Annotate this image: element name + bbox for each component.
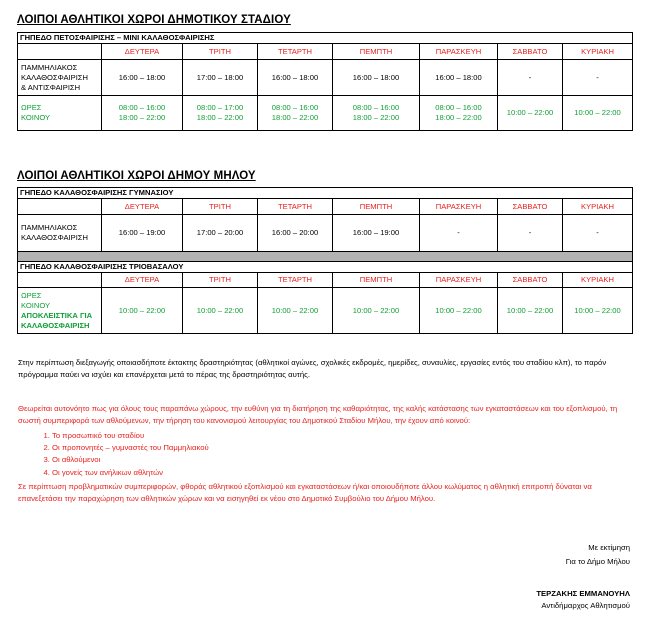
stadium-schedule-table	[17, 32, 633, 131]
schedule-cell: -	[563, 60, 633, 96]
schedule-cell: -	[420, 215, 498, 252]
list-item: 4. Οι γονείς των ανήλικων αθλητών	[52, 467, 209, 479]
row-label-line: ΚΑΛΑΘΟΣΦΑΙΡΙΣΗ	[21, 72, 88, 82]
schedule-cell: 10:00 – 22:00	[102, 288, 183, 334]
day-header: ΤΡΙΤΗ	[183, 44, 258, 60]
day-header: ΣΑΒΒΑΤΟ	[498, 273, 563, 288]
schedule-cell: 16:00 – 19:00	[102, 215, 183, 252]
schedule-cell-text: 08:00 – 16:00 18:00 – 22:00	[118, 103, 166, 122]
day-header: ΤΕΤΑΡΤΗ	[258, 273, 333, 288]
day-header: ΚΥΡΙΑΚΗ	[563, 273, 633, 288]
note-paragraph-responsibility: Θεωρείται αυτονόητο πως για όλους τους παραπάνω χώρους, την ευθύνη για τη διατήρηση της καθαριότητας, της καλής κατάστασης των εγκαταστάσεων και του εξοπλισμού, τη σωστή συμπεριφορά των αθλούμενων, την τήρηση του κανονισμού λειτουργίας του Δημοτικού Σταδίου Μήλου, την έχουν από κοινού:	[18, 404, 618, 425]
schedule-cell: -	[498, 215, 563, 252]
schedule-cell: 16:00 – 18:00	[102, 60, 183, 96]
schedule-cell: 17:00 – 18:00	[183, 60, 258, 96]
schedule-cell-text: 08:00 – 16:00 18:00 – 22:00	[435, 103, 482, 122]
day-header: ΔΕΥΤΕΡΑ	[102, 199, 183, 215]
schedule-cell: 10:00 – 22:00	[498, 96, 563, 131]
row-label-line: & ΑΝΤΙΣΦΑΙΡΙΣΗ	[21, 82, 81, 92]
schedule-cell-text: 08:00 – 16:00 18:00 – 22:00	[271, 103, 319, 122]
row-label-line: ΠΑΜΜΗΛΙΑΚΟΣ	[21, 223, 78, 232]
signature-greeting: Με εκτίμηση	[588, 543, 630, 552]
triovasalos-table-title: ΓΗΠΕΔΟ ΚΑΛΑΘΟΣΦΑΙΡΙΣΗΣ ΤΡΙΟΒΑΣΑΛΟΥ	[18, 262, 633, 273]
stadium-table-title: ΓΗΠΕΔΟ ΠΕΤΟΣΦΑΙΡΙΣΗΣ – ΜΙΝΙ ΚΑΛΑΘΟΣΦΑΙΡΙΣΗΣ	[18, 33, 633, 44]
schedule-cell	[183, 96, 258, 131]
row-label-line: ΚΑΛΑΘΟΣΦΑΙΡΙΣΗ	[21, 320, 90, 330]
row-label-line: ΩΡΕΣ	[21, 290, 42, 300]
day-header: ΤΡΙΤΗ	[183, 273, 258, 288]
signature-name: ΤΕΡΖΑΚΗΣ ΕΜΜΑΝΟΥΗΛ	[536, 589, 630, 598]
day-header: ΤΕΤΑΡΤΗ	[258, 199, 333, 215]
day-header: ΔΕΥΤΕΡΑ	[102, 273, 183, 288]
day-header: ΠΑΡΑΣΚΕΥΗ	[420, 273, 498, 288]
schedule-cell: 10:00 – 22:00	[183, 288, 258, 334]
header-blank	[18, 44, 102, 60]
schedule-cell: -	[563, 215, 633, 252]
header-blank	[18, 199, 102, 215]
schedule-cell	[420, 96, 498, 131]
section1-title: ΛΟΙΠΟΙ ΑΘΛΗΤΙΚΟΙ ΧΩΡΟΙ ΔΗΜΟΤΙΚΟΥ ΣΤΑΔΙΟΥ	[17, 14, 291, 26]
row-label-line: ΚΑΛΑΘΟΣΦΑΙΡΙΣΗ	[21, 233, 88, 242]
day-header: ΣΑΒΒΑΤΟ	[498, 199, 563, 215]
day-header: ΚΥΡΙΑΚΗ	[563, 44, 633, 60]
day-header: ΠΕΜΠΤΗ	[333, 44, 420, 60]
schedule-cell: 16:00 – 18:00	[333, 60, 420, 96]
row-label-line: ΑΠΟΚΛΕΙΣΤΙΚΑ ΓΙΑ	[21, 310, 93, 320]
schedule-cell: 10:00 – 22:00	[333, 288, 420, 334]
note-paragraph-misconduct: Σε περίπτωση προβληματικών συμπεριφορών, φθοράς αθλητικού εξοπλισμού και εγκαταστάσεων ή/και οποιουδήποτε άλλου κωλύματος η αθλητική επιτροπή δύναται να επανεξετάσει την παραχώρηση των αθλητικών χώρων και να εισηγηθεί εκ νέου στο Δημοτικό Συμβούλιο του Δήμου Μήλου.	[18, 482, 592, 503]
header-blank	[18, 273, 102, 288]
day-header: ΔΕΥΤΕΡΑ	[102, 44, 183, 60]
schedule-cell-text: 08:00 – 17:00 18:00 – 22:00	[196, 103, 244, 122]
schedule-cell	[258, 96, 333, 131]
row-label-pammiliakos	[18, 60, 102, 96]
schedule-cell: 10:00 – 22:00	[563, 96, 633, 131]
schedule-cell: 16:00 – 18:00	[258, 60, 333, 96]
schedule-cell: -	[498, 60, 563, 96]
gymnasium-table-title: ΓΗΠΕΔΟ ΚΑΛΑΘΟΣΦΑΙΡΙΣΗΣ ΓΥΜΝΑΣΙΟΥ	[18, 188, 633, 199]
schedule-cell: 17:00 – 20:00	[183, 215, 258, 252]
day-header: ΤΕΤΑΡΤΗ	[258, 44, 333, 60]
row-label-line: ΚΟΙΝΟΥ	[21, 300, 51, 310]
signature-role: Αντιδήμαρχος Αθλητισμού	[541, 601, 630, 610]
schedule-cell: 16:00 – 20:00	[258, 215, 333, 252]
schedule-cell: 10:00 – 22:00	[258, 288, 333, 334]
schedule-cell: 16:00 – 18:00	[420, 60, 498, 96]
row-label-public-hours	[18, 96, 102, 131]
section2-title: ΛΟΙΠΟΙ ΑΘΛΗΤΙΚΟΙ ΧΩΡΟΙ ΔΗΜΟΥ ΜΗΛΟΥ	[17, 170, 256, 182]
day-header: ΠΕΜΠΤΗ	[333, 273, 420, 288]
row-label-line: ΚΟΙΝΟΥ	[21, 113, 51, 122]
list-item: 1. Το προσωπικό του σταδίου	[52, 430, 209, 442]
list-item: 2. Οι προπονητές – γυμναστές του Παμμηλιακού	[52, 442, 209, 454]
row-label-line: ΠΑΜΜΗΛΙΑΚΟΣ	[21, 62, 78, 72]
separator-row	[18, 252, 633, 262]
day-header: ΣΑΒΒΑΤΟ	[498, 44, 563, 60]
signature-org: Για το Δήμο Μήλου	[565, 557, 630, 566]
day-header: ΠΑΡΑΣΚΕΥΗ	[420, 199, 498, 215]
row-label-line: ΩΡΕΣ	[21, 103, 42, 112]
row-label-pammiliakos	[18, 215, 102, 252]
day-header: ΤΡΙΤΗ	[183, 199, 258, 215]
schedule-cell	[333, 96, 420, 131]
note-paragraph-exceptions: Στην περίπτωση διεξαγωγής οποιασδήποτε έκτακτης δραστηριότητας (αθλητικοί αγώνες, σχολικές εκδρομές, ημερίδες, συναυλίες, εργασίες εντός του σταδίου κλπ), το παρόν πρόγραμμα παύει να ισχύει και επανέρχεται μετά το πέρας της δραστηριότητας αυτής.	[18, 358, 607, 379]
responsible-parties-list	[38, 430, 209, 479]
row-label-public-hours	[18, 288, 102, 334]
schedule-cell: 16:00 – 19:00	[333, 215, 420, 252]
schedule-cell: 10:00 – 22:00	[498, 288, 563, 334]
schedule-cell-text: 08:00 – 16:00 18:00 – 22:00	[352, 103, 400, 122]
schedule-cell: 10:00 – 22:00	[563, 288, 633, 334]
day-header: ΚΥΡΙΑΚΗ	[563, 199, 633, 215]
schedule-cell: 10:00 – 22:00	[420, 288, 498, 334]
milos-schedule-table	[17, 187, 633, 334]
day-header: ΠΕΜΠΤΗ	[333, 199, 420, 215]
list-item: 3. Οι αθλούμενοι	[52, 454, 209, 466]
schedule-cell	[102, 96, 183, 131]
day-header: ΠΑΡΑΣΚΕΥΗ	[420, 44, 498, 60]
